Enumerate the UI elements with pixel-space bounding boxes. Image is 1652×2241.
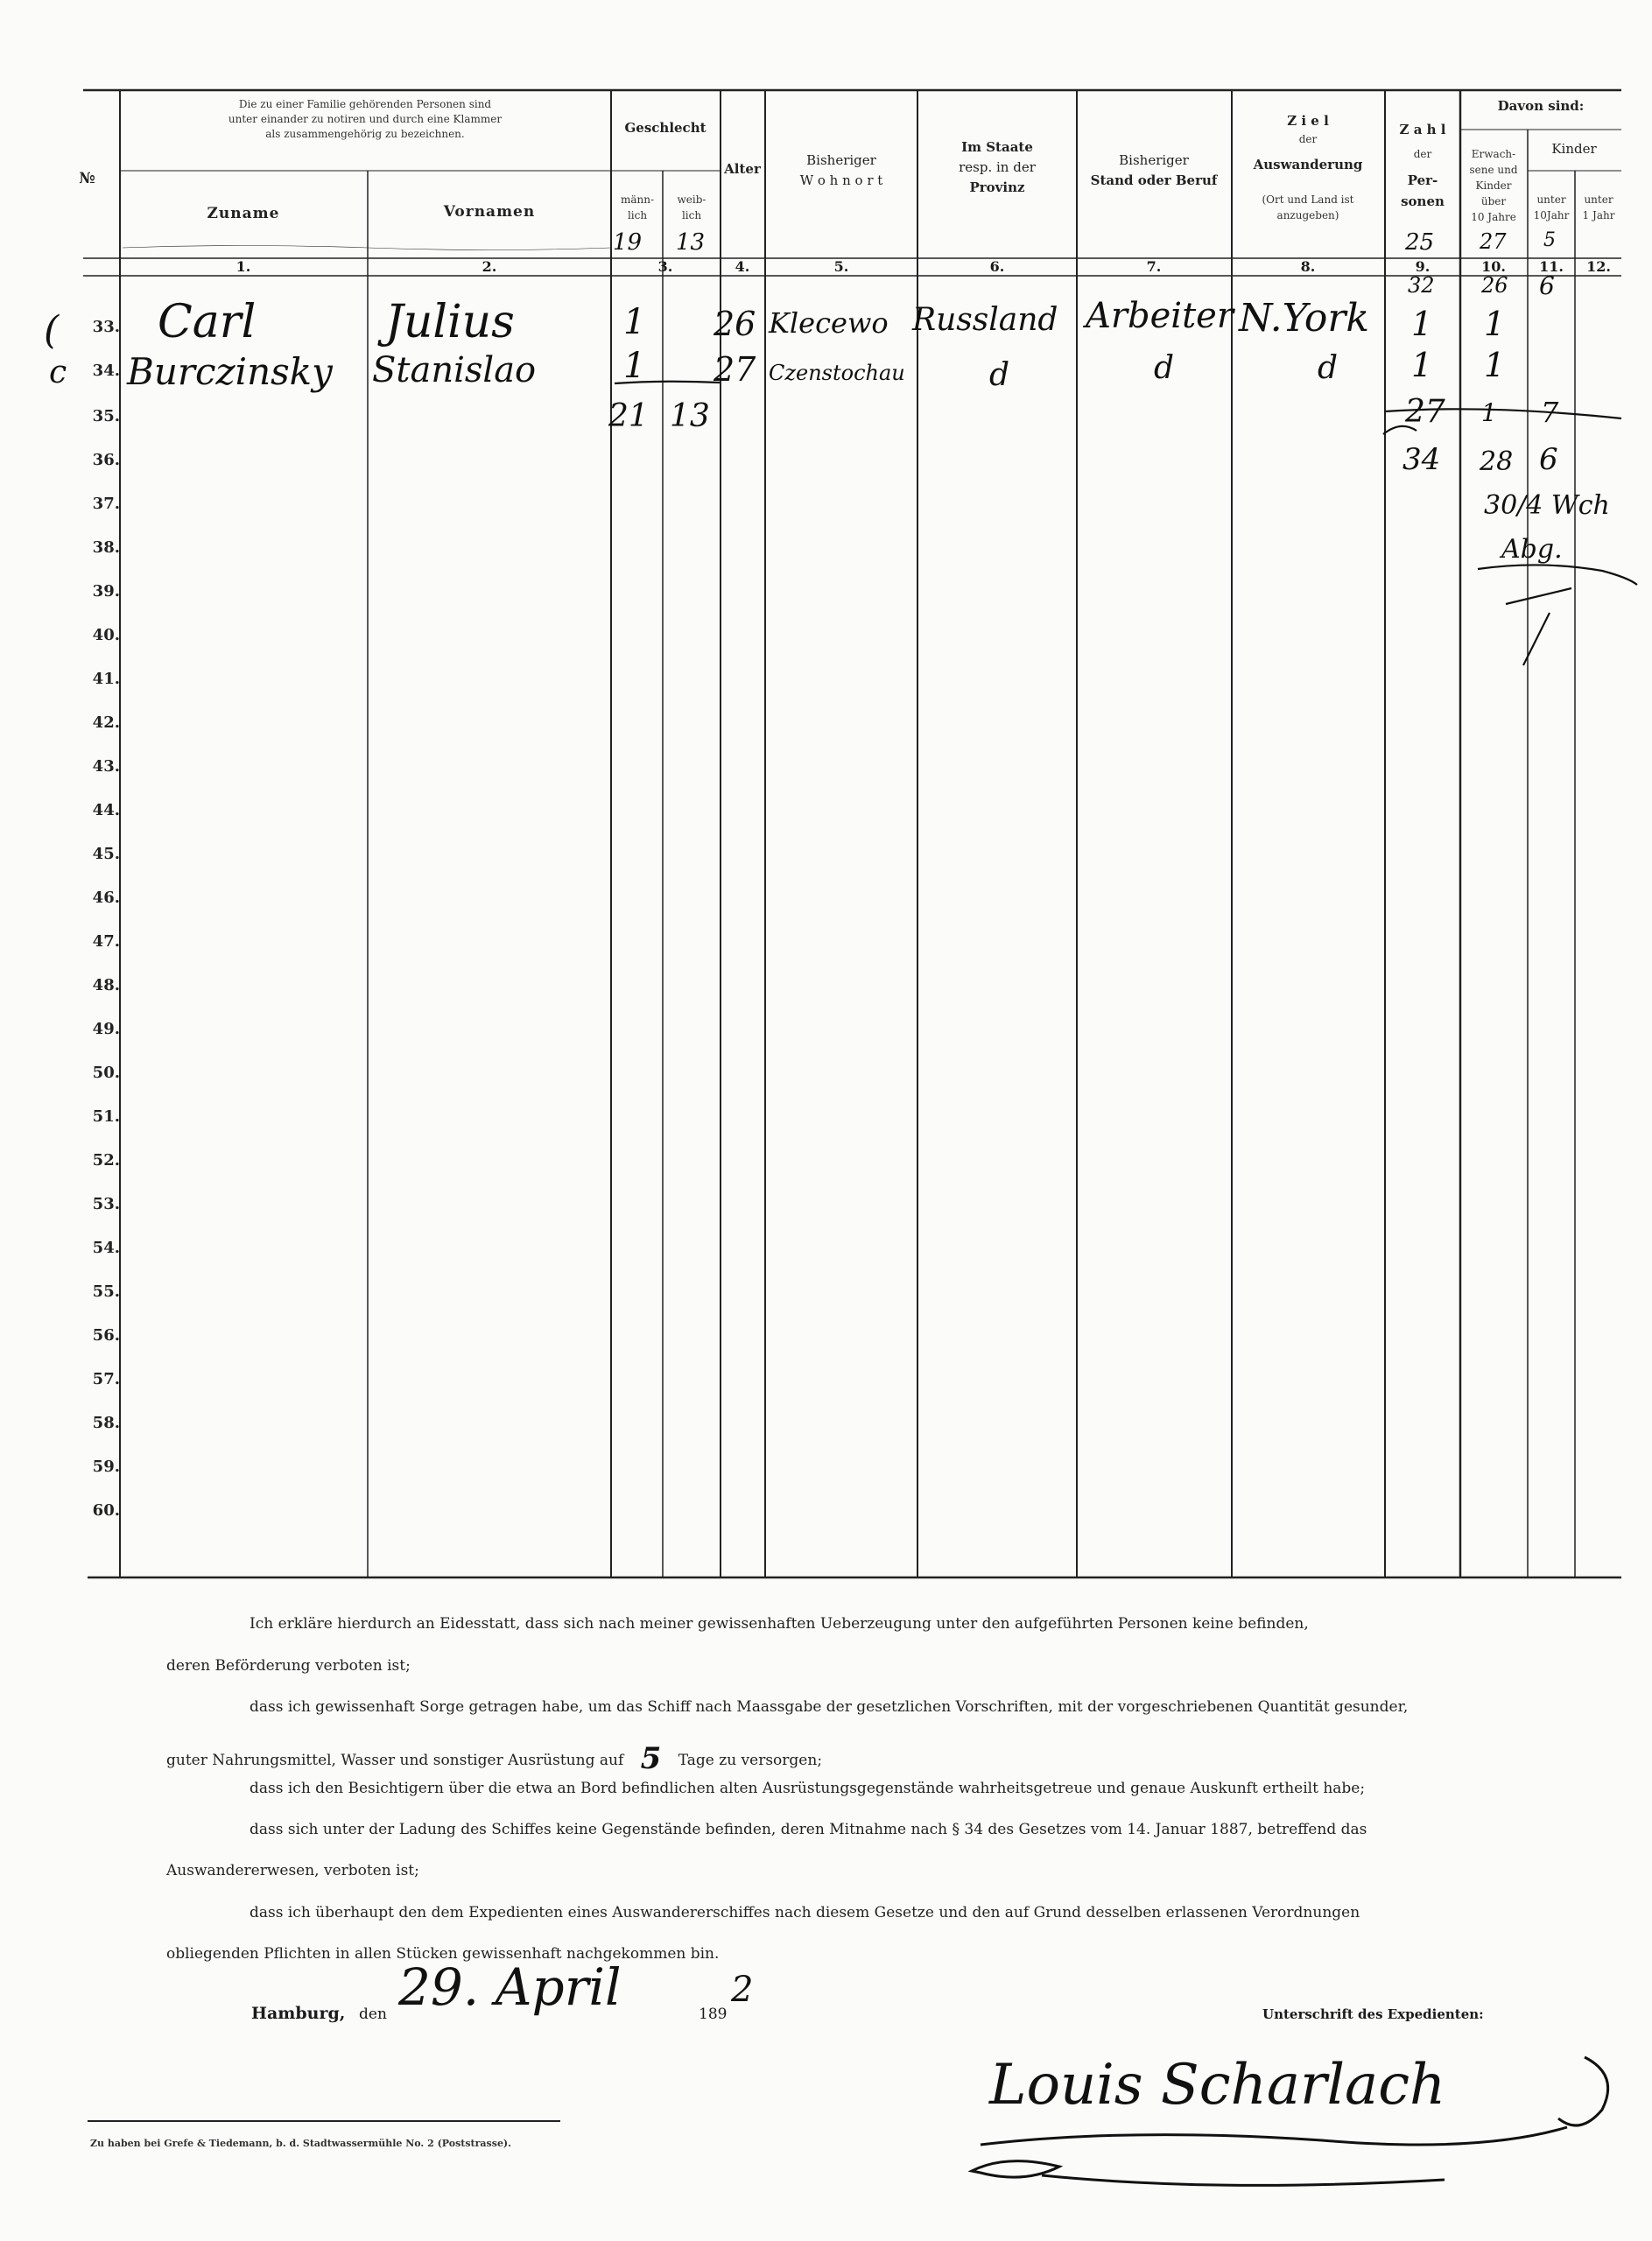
count-header-line3: Per- bbox=[1407, 172, 1438, 188]
family-bracket-mark: c bbox=[49, 355, 67, 390]
carry-female: 13 bbox=[676, 229, 706, 256]
printer-note: Zu haben bei Grefe & Tiedemann, b. d. Stadtwassermühle No. 2 (Poststrasse). bbox=[90, 2138, 511, 2149]
row-number: 35. bbox=[92, 407, 120, 425]
row-number: 59. bbox=[92, 1458, 120, 1476]
row-number: 48. bbox=[92, 976, 120, 994]
correction-persons: 32 bbox=[1408, 273, 1435, 298]
male-header-line1: männ- bbox=[620, 193, 655, 206]
row-number: 46. bbox=[92, 889, 120, 907]
row-number: 49. bbox=[92, 1020, 120, 1038]
row-number: 56. bbox=[92, 1326, 120, 1345]
row-number: 39. bbox=[92, 582, 120, 601]
row-number: 55. bbox=[92, 1282, 120, 1301]
occupation-header-line1: Bisheriger bbox=[1119, 152, 1189, 168]
declaration-line: dass ich gewissenhaft Sorge getragen habe, um das Schiff nach Maassgabe der gesetzlichen Vorschriften, mit der vorgeschriebenen Quantität gesunder, bbox=[250, 1698, 1409, 1716]
destination-header-line5: anzugeben) bbox=[1276, 209, 1339, 221]
count-header-line4: sonen bbox=[1401, 193, 1445, 209]
adults-header-line5: 10 Jahre bbox=[1471, 211, 1516, 223]
total-female: 13 bbox=[670, 398, 710, 434]
row-number: 42. bbox=[92, 713, 120, 732]
declaration-line: Auswandererwesen, verboten ist; bbox=[166, 1862, 419, 1879]
declaration-line: dass sich unter der Ladung des Schiffes keine Gegenstände befinden, deren Mitnahme nach § 34 des Gesetzes vom 14. Januar 1887, betreffend das bbox=[250, 1821, 1367, 1838]
female-header-line2: lich bbox=[681, 209, 702, 221]
state-header-line1: Im Staate bbox=[961, 139, 1033, 155]
row-number: 50. bbox=[92, 1064, 120, 1082]
row-number: 54. bbox=[92, 1239, 120, 1257]
declaration-line bbox=[166, 1738, 1567, 1776]
signature-flourish bbox=[954, 2022, 1637, 2215]
entry-given-name: Stanislao bbox=[372, 350, 537, 390]
year-printed: 189 bbox=[699, 2006, 728, 2023]
carry-adults: 27 bbox=[1480, 229, 1507, 254]
state-header-line3: Provinz bbox=[969, 179, 1025, 195]
column-number: 11. bbox=[1539, 258, 1564, 275]
declaration-text: guter Nahrungsmittel, Wasser und sonstiger Ausrüstung auf bbox=[166, 1752, 624, 1769]
entry-age: 26 bbox=[714, 305, 756, 343]
thereof-header: Davon sind: bbox=[1497, 98, 1585, 114]
entry-persons: 1 bbox=[1411, 305, 1433, 343]
row-number: 52. bbox=[92, 1151, 120, 1170]
footnote-rule bbox=[88, 2118, 578, 2124]
column-number: 2. bbox=[482, 258, 497, 275]
under10-header-line1: unter bbox=[1536, 193, 1566, 206]
column-number: 5. bbox=[833, 258, 849, 275]
row-number: 37. bbox=[92, 495, 120, 513]
column-number: 1. bbox=[235, 258, 251, 275]
total-under10: 7 bbox=[1541, 396, 1559, 429]
year-handwritten: 2 bbox=[731, 1970, 754, 2010]
declaration-line: dass ich überhaupt den dem Expedienten eines Auswandererschiffes nach diesem Gesetze und den auf Grund desselben erlassenen Verordnungen bbox=[250, 1904, 1360, 1921]
family-note-line3: als zusammengehörig zu bezeichnen. bbox=[265, 128, 465, 140]
signature-label: Unterschrift des Expedienten: bbox=[1262, 2006, 1484, 2022]
row-number: 34. bbox=[92, 362, 120, 380]
count-header-line2: der bbox=[1413, 148, 1432, 160]
row-number: 51. bbox=[92, 1107, 120, 1126]
column-number: 3. bbox=[657, 258, 673, 275]
declaration-line: obliegenden Pflichten in allen Stücken gewissenhaft nachgekommen bin. bbox=[166, 1945, 720, 1963]
surname-header: Zuname bbox=[207, 205, 280, 222]
date-prefix: den bbox=[359, 2006, 387, 2023]
entry-state: Russland bbox=[912, 302, 1058, 338]
column-number: 6. bbox=[989, 258, 1005, 275]
declaration-line: Ich erkläre hierdurch an Eidesstatt, dass sich nach meiner gewissenhaften Ueberzeugung unter den aufgeführten Personen keine befinden, bbox=[250, 1615, 1309, 1633]
destination-header-line4: (Ort und Land ist bbox=[1262, 193, 1354, 206]
destination-header-line2: der bbox=[1298, 133, 1318, 145]
residence-header-line2: W o h n o r t bbox=[799, 172, 883, 188]
state-header-line2: resp. in der bbox=[959, 159, 1036, 175]
occupation-header-line2: Stand oder Beruf bbox=[1090, 172, 1218, 188]
under1-header-line2: 1 Jahr bbox=[1582, 209, 1615, 221]
adults-header-line1: Erwach- bbox=[1471, 148, 1516, 160]
correction-under10: 6 bbox=[1539, 271, 1555, 300]
column-number: 7. bbox=[1146, 258, 1162, 275]
adults-header-line3: Kinder bbox=[1475, 179, 1512, 192]
entry-male: 1 bbox=[623, 302, 646, 342]
count-header-line1: Z a h l bbox=[1399, 122, 1446, 137]
margin-note: 30/4 Wch bbox=[1484, 490, 1610, 521]
total-male: 21 bbox=[608, 398, 649, 434]
declaration-line: deren Beförderung verboten ist; bbox=[166, 1657, 411, 1675]
number-column-header: № bbox=[79, 170, 96, 187]
entry-destination: N.York bbox=[1239, 296, 1370, 341]
male-header-line2: lich bbox=[627, 209, 648, 221]
column-number: 12. bbox=[1586, 258, 1611, 275]
destination-header-line1: Z i e l bbox=[1287, 113, 1329, 129]
column-number: 10. bbox=[1481, 258, 1506, 275]
row-number: 40. bbox=[92, 626, 120, 644]
entry-male: 1 bbox=[623, 346, 646, 386]
under10-header-line2: 10Jahr bbox=[1533, 209, 1570, 221]
row-number: 41. bbox=[92, 670, 120, 688]
female-header-line1: weib- bbox=[677, 193, 706, 206]
family-note-line2: unter einander zu notiren und durch eine Klammer bbox=[228, 113, 503, 125]
grand-total-persons: 34 bbox=[1402, 442, 1441, 477]
total-persons: 27 bbox=[1405, 394, 1445, 430]
margin-note: Abg. bbox=[1501, 534, 1563, 565]
correction-adults: 26 bbox=[1481, 273, 1508, 298]
family-note-line1: Die zu einer Familie gehörenden Personen sind bbox=[238, 98, 492, 110]
residence-header-line1: Bisheriger bbox=[806, 152, 876, 168]
adults-header-line2: sene und bbox=[1469, 164, 1518, 176]
declaration-line: dass ich den Besichtigern über die etwa an Bord befindlichen alten Ausrüstungsgegenstände wahrheitsgetreue und genaue Auskunft ertheilt habe; bbox=[250, 1780, 1366, 1797]
total-adults: 1 bbox=[1481, 398, 1497, 427]
entry-persons: 1 bbox=[1411, 346, 1433, 384]
declaration-text: Tage zu versorgen; bbox=[678, 1752, 823, 1769]
age-header: Alter bbox=[724, 161, 761, 177]
adults-header-line4: über bbox=[1480, 195, 1507, 207]
entry-occupation: Arbeiter bbox=[1086, 296, 1234, 336]
place: Hamburg, bbox=[251, 2004, 346, 2023]
row-number: 47. bbox=[92, 932, 120, 951]
column-number: 8. bbox=[1300, 258, 1316, 275]
column-number: 4. bbox=[735, 258, 750, 275]
entry-surname: Burczinsky bbox=[127, 350, 333, 393]
entry-residence: Czenstochau bbox=[769, 361, 905, 385]
entry-adults: 1 bbox=[1484, 346, 1506, 384]
row-number: 33. bbox=[92, 318, 120, 336]
entry-residence: Klecewo bbox=[769, 306, 889, 340]
children-header: Kinder bbox=[1551, 141, 1597, 157]
row-number: 53. bbox=[92, 1195, 120, 1213]
entry-adults: 1 bbox=[1484, 305, 1506, 343]
carry-under10: 5 bbox=[1543, 229, 1556, 251]
row-number: 36. bbox=[92, 451, 120, 469]
date-handwritten: 29. April bbox=[398, 1957, 622, 2017]
entry-given-name: Julius bbox=[385, 296, 515, 348]
sex-header: Geschlecht bbox=[624, 120, 706, 136]
row-number: 58. bbox=[92, 1414, 120, 1432]
entry-state: d bbox=[989, 357, 1010, 393]
given-names-header: Vornamen bbox=[443, 203, 536, 221]
carry-male: 19 bbox=[613, 229, 643, 256]
carry-persons: 25 bbox=[1405, 229, 1435, 256]
row-number: 43. bbox=[92, 757, 120, 776]
grand-total-adults: 28 bbox=[1480, 446, 1514, 477]
under1-header-line1: unter bbox=[1584, 193, 1613, 206]
entry-occupation: d bbox=[1154, 350, 1175, 386]
signature: Louis Scharlach bbox=[989, 2053, 1446, 2118]
entry-destination: d bbox=[1318, 350, 1339, 386]
entry-surname: Carl bbox=[158, 296, 257, 348]
grand-total-under10: 6 bbox=[1539, 442, 1558, 477]
column-number: 9. bbox=[1415, 258, 1431, 275]
destination-header-line3: Auswanderung bbox=[1253, 157, 1363, 172]
family-bracket-mark: ( bbox=[44, 308, 60, 353]
provision-days: 5 bbox=[640, 1741, 662, 1776]
row-number: 44. bbox=[92, 801, 120, 819]
row-number: 45. bbox=[92, 845, 120, 863]
row-number: 57. bbox=[92, 1370, 120, 1388]
row-number: 60. bbox=[92, 1501, 120, 1520]
row-number: 38. bbox=[92, 538, 120, 557]
entry-age: 27 bbox=[714, 350, 756, 389]
